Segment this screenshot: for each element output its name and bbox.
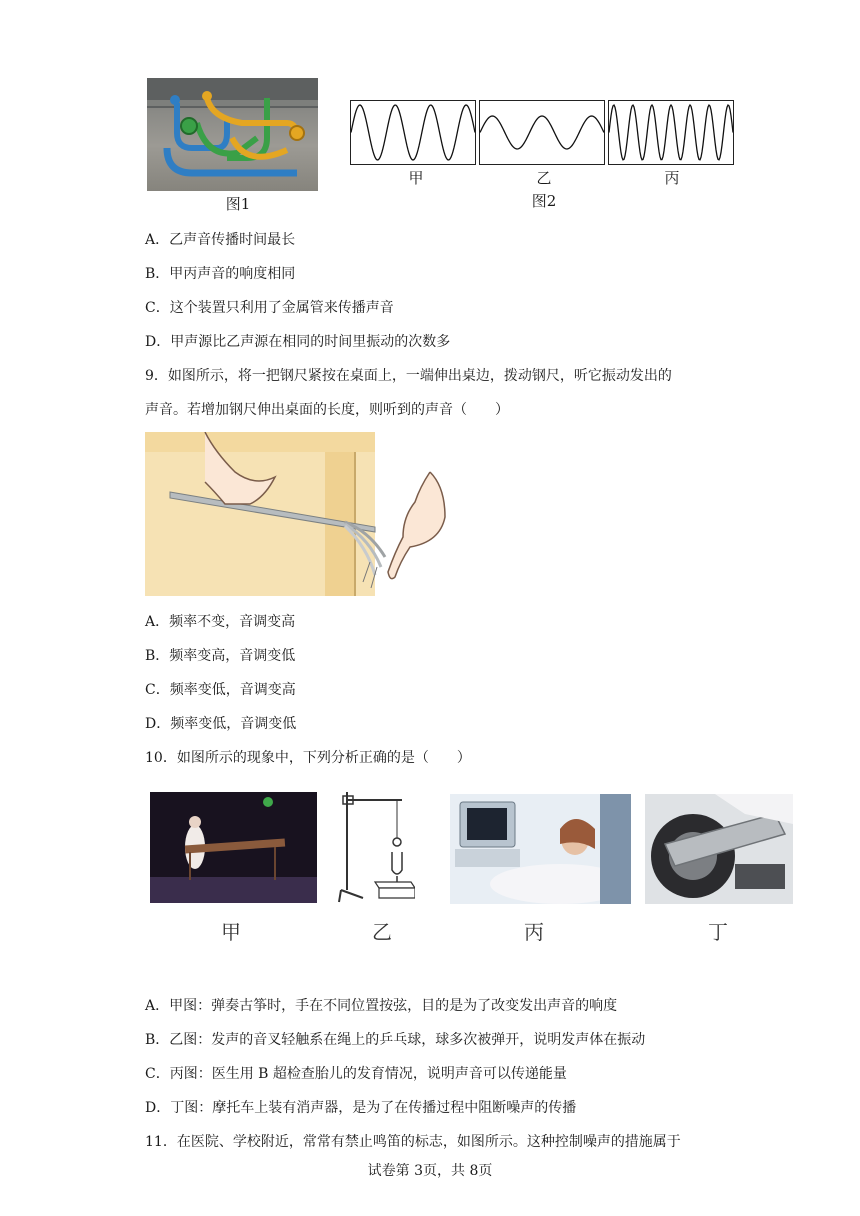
q9-option-b: B．频率变高，音调变低 [145, 648, 296, 664]
wave-box-jia [350, 100, 476, 165]
waveform-yi [480, 101, 604, 164]
waveform-jia [351, 101, 475, 164]
waveform-bing [609, 101, 733, 164]
waveform-line [609, 105, 733, 160]
page-footer: 试卷第 3页，共 8页 [367, 1163, 493, 1179]
wave-label-jia: 甲 [408, 169, 424, 187]
fig2-caption: 图2 [531, 192, 557, 210]
waveform-line [351, 105, 475, 160]
q8-option-c: C．这个装置只利用了金属管来传播声音 [145, 300, 394, 316]
q10-option-d: D．丁图：摩托车上装有消声器，是为了在传播过程中阻断噪声的传播 [145, 1100, 577, 1116]
q9-option-c: C．频率变低，音调变高 [145, 682, 296, 698]
q9-ruler-illustration [145, 432, 465, 596]
ruler-desk-drawing [145, 432, 465, 596]
fig1-caption: 图1 [225, 195, 251, 213]
q8-option-b: B．甲丙声音的响度相同 [145, 266, 296, 282]
q10-option-a: A．甲图：弹奏古筝时，手在不同位置按弦，目的是为了改变发出声音的响度 [145, 998, 618, 1014]
wave-label-bing: 丙 [664, 169, 680, 187]
q10-caption-yi: 乙 [372, 920, 392, 944]
q8-option-d: D．甲声源比乙声源在相同的时间里振动的次数多 [145, 334, 451, 350]
wave-box-bing [608, 100, 734, 165]
q9-stem-line1: 9．如图所示，将一把钢尺紧按在桌面上，一端伸出桌边，拨动钢尺，听它振动发出的 [145, 368, 672, 384]
fig1-photo [147, 78, 318, 191]
waveform-line [480, 116, 604, 149]
q10-photo-jia [150, 792, 317, 903]
q10-photo-bing [450, 794, 631, 904]
q10-caption-jia: 甲 [221, 920, 241, 944]
q10-caption-ding: 丁 [708, 920, 728, 944]
q10-photo-ding [645, 794, 793, 904]
ultrasound-exam-photo [450, 794, 631, 904]
q10-option-c: C．丙图：医生用 B 超检查胎儿的发育情况，说明声音可以传递能量 [145, 1066, 567, 1082]
q11-stem: 11．在医院、学校附近，常常有禁止鸣笛的标志，如图所示。这种控制噪声的措施属于 [145, 1134, 681, 1150]
guzheng-player-photo [150, 792, 317, 903]
wave-box-yi [479, 100, 605, 165]
q10-caption-bing: 丙 [524, 920, 544, 944]
q10-option-b: B．乙图：发声的音叉轻触系在绳上的乒乓球，球多次被弹开，说明发声体在振动 [145, 1032, 646, 1048]
q8-option-a: A．乙声音传播时间最长 [145, 232, 296, 248]
pipe-apparatus-illustration [147, 78, 318, 191]
tuning-fork-diagram [337, 790, 415, 905]
q9-option-d: D．频率变低，音调变低 [145, 716, 297, 732]
motorcycle-muffler-photo [645, 794, 793, 904]
wave-label-yi: 乙 [536, 169, 552, 187]
q9-stem-line2: 声音。若增加钢尺伸出桌面的长度，则听到的声音（ ） [145, 402, 509, 418]
q9-option-a: A．频率不变，音调变高 [145, 614, 296, 630]
q10-stem: 10．如图所示的现象中，下列分析正确的是（ ） [145, 750, 471, 766]
q10-photo-yi [337, 790, 415, 905]
